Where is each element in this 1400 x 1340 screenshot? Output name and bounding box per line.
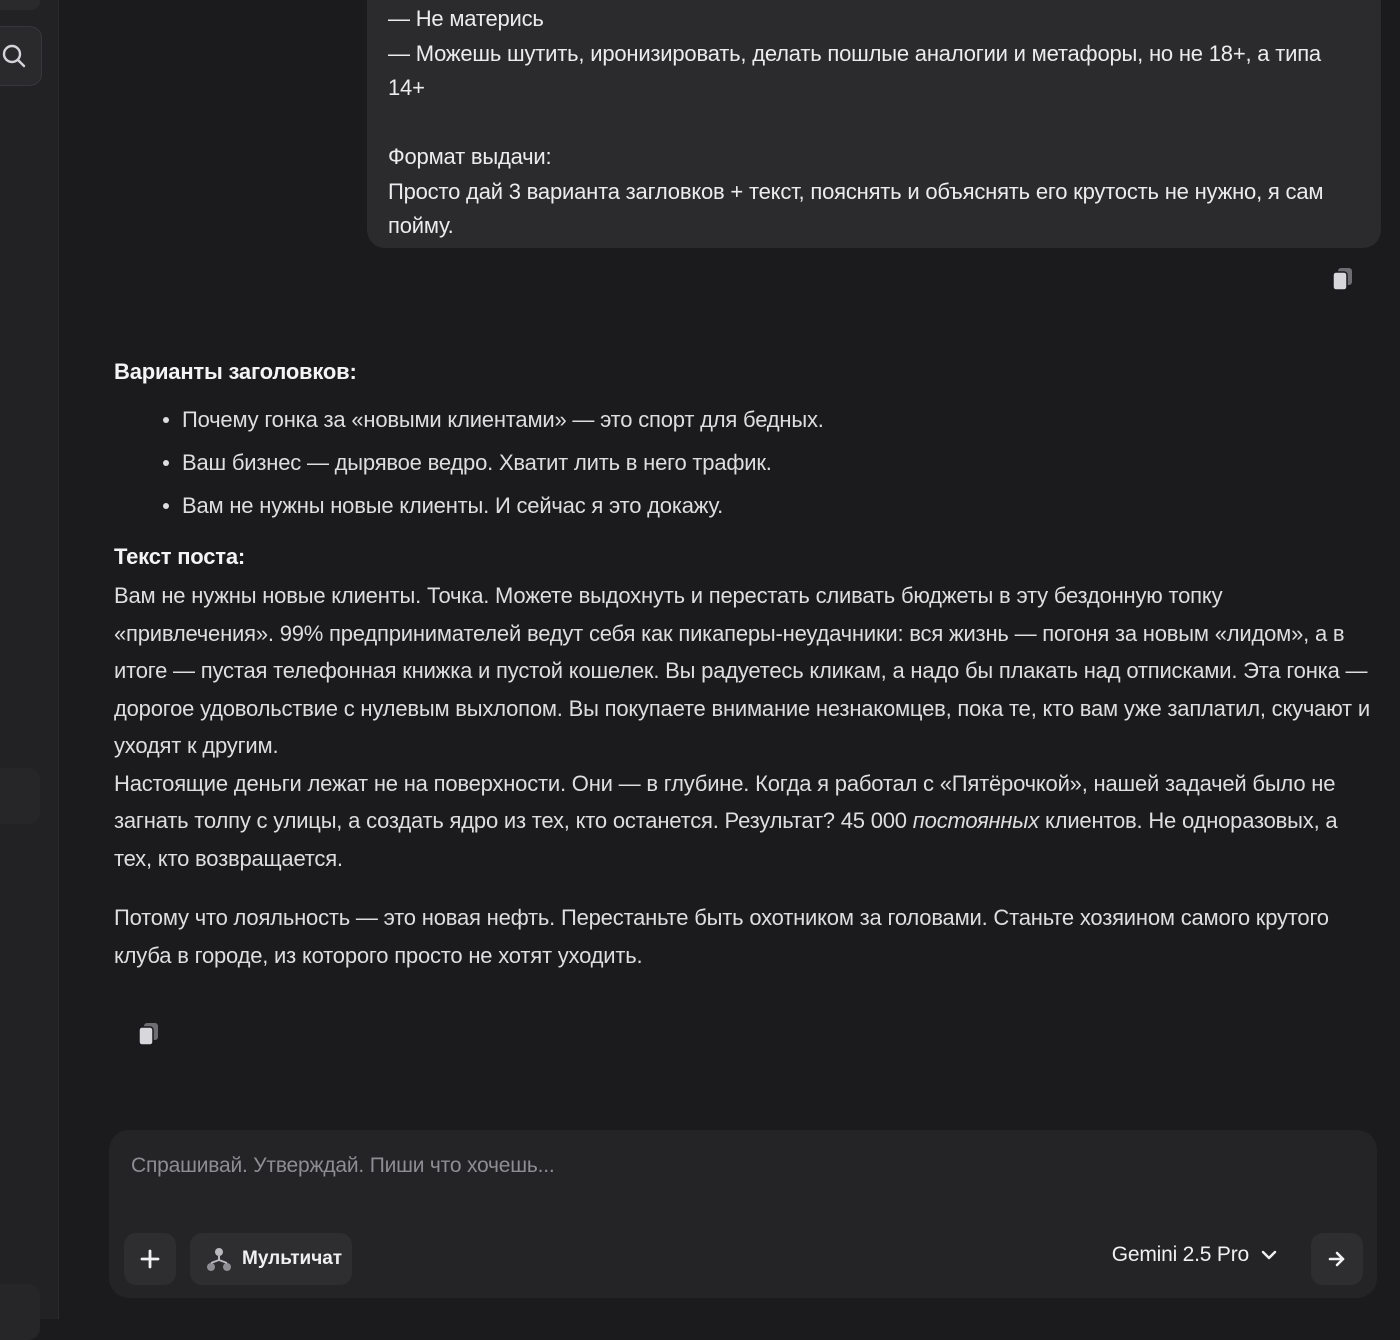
list-item: Ваш бизнес — дырявое ведро. Хватит лить в него трафик. [182,441,1380,484]
copy-icon[interactable] [138,1022,160,1046]
sidebar [0,0,59,1319]
post-emphasis: постоянных [912,808,1040,833]
post-heading: Текст поста: [114,544,246,569]
post-paragraph: Вам не нужны новые клиенты. Точка. Можете выдохнуть и перестать сливать бюджеты в эту бездонную топку «привлечения». 99% предпринимателей ведут себя как пикаперы-неудачники: вся жизнь — погоня за новым «лидом», а в итоге — пустая телефонная книжка и пустой кошелек. Вы радуетесь кликам, а надо бы плакать над отписками. Эта гонка — дорогое удовольствие с нулевым выхлопом. Вы покупаете внимание незнакомцев, пока те, кто вам уже заплатил, скучают и уходят к другим. [114,583,1370,758]
list-item: Почему гонка за «новыми клиентами» — это спорт для бедных. [182,398,1380,441]
copy-icon[interactable] [1332,267,1354,291]
send-button[interactable] [1311,1233,1363,1285]
sidebar-item[interactable] [0,1284,40,1340]
multichat-icon [206,1246,232,1272]
user-message-bubble [367,0,1381,248]
headline-list [114,398,1380,527]
list-item: Вам не нужны новые клиенты. И сейчас я это докажу. [182,484,1380,527]
message-composer[interactable] [109,1130,1377,1298]
sidebar-item-top[interactable] [0,0,40,10]
sidebar-search-button[interactable] [0,26,42,86]
user-message-line: — Не матерись [388,6,544,31]
post-text: Настоящие деньги лежат не на поверхности. Они — в глубине. Когда я работал с «Пятёрочкой», нашей задачей было не загнать толпу с улицы, а создать ядро из тех, кто останется. Результат? 45 000 [114,770,1336,833]
plus-icon [139,1248,161,1270]
add-attachment-button[interactable] [124,1233,176,1285]
user-message-blank-line [388,106,1359,141]
arrow-right-icon [1327,1249,1347,1269]
user-message-line: Просто дай 3 варианта загловков + текст, пояснять и объяснять его крутость не нужно, я сам пойму. [388,178,1324,238]
post-paragraph [114,765,1380,878]
user-message-line: Формат выдачи: [388,144,552,169]
user-message-line: — Можешь шутить, иронизировать, делать пошлые аналогии и метафоры, но не 18+, а типа 14+ [388,40,1321,100]
model-label: Gemini 2.5 Pro [1111,1243,1249,1266]
model-selector[interactable] [1112,1243,1277,1267]
message-input[interactable]: Спрашивай. Утверждай. Пиши что хочешь... [131,1154,555,1177]
assistant-message [114,352,1380,974]
search-icon [1,43,27,69]
multichat-label: Мультичат [242,1248,343,1269]
post-text: клиентов. Не одноразовых, а тех, кто возвращается. [114,808,1338,871]
headlines-heading: Варианты заголовков: [114,359,357,384]
chevron-down-icon [1261,1249,1277,1261]
post-paragraph: Потому что лояльность — это новая нефть. Перестаньте быть охотником за головами. Станьте хозяином самого крутого клуба в городе, из которого просто не хотят уходить. [114,905,1329,968]
multichat-button[interactable] [190,1233,352,1285]
sidebar-item[interactable] [0,768,40,824]
